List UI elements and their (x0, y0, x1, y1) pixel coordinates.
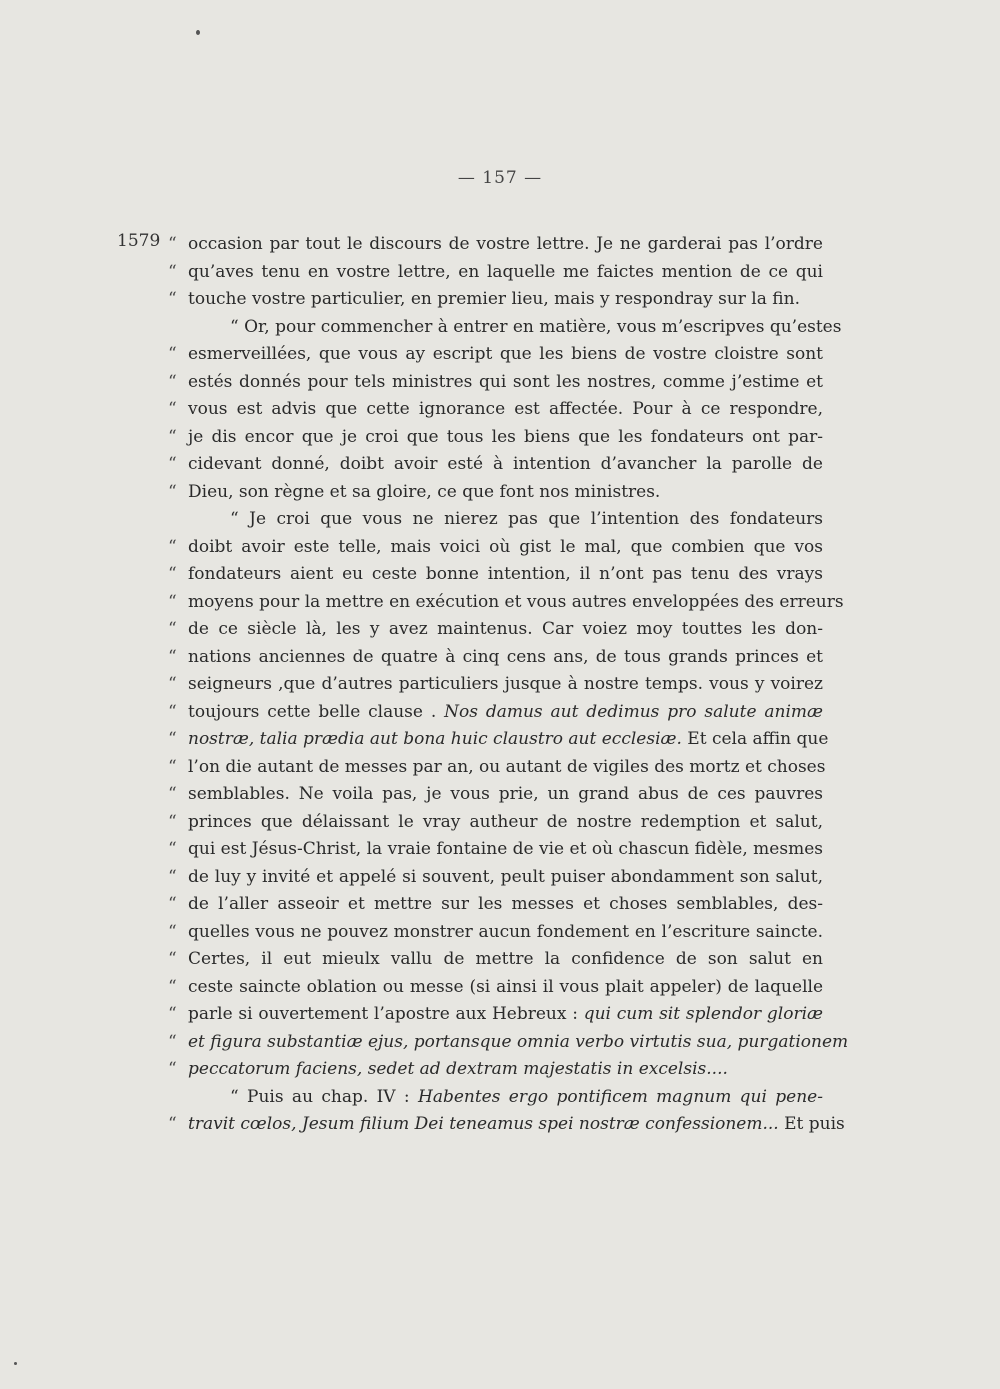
quote-mark: “ (168, 646, 177, 667)
text-line (168, 1111, 845, 1139)
quote-mark: “ (168, 1031, 177, 1052)
line-text: toujours cette belle clause . Nos damus aut dedimus pro salute animæ (188, 701, 823, 722)
quote-mark: “ (168, 536, 177, 557)
page-number: — 157 — (457, 168, 543, 188)
text-line (168, 809, 823, 837)
line-text: nations anciennes de quatre à cinq cens ans, de tous grands princes et (188, 646, 823, 667)
ink-speck (196, 30, 200, 35)
latin-quotation: travit cœlos, Jesum filium Dei teneamus spei nostræ confessionem... (188, 1114, 779, 1134)
quote-mark: “ (168, 894, 177, 914)
line-text: de l’aller asseoir et mettre sur les messes et choses semblables, des- (188, 894, 823, 914)
quote-mark: “ (168, 1059, 177, 1079)
line-text: parle si ouvertement l’apostre aux Hebreux : qui cum sit splendor gloriæ (188, 1004, 823, 1024)
quote-mark: “ (168, 1114, 177, 1134)
line-text (188, 1056, 823, 1084)
text-line (168, 699, 823, 727)
quote-mark: “ (168, 949, 177, 969)
quote-mark: “ (168, 674, 177, 694)
line-text: cidevant donné, doibt avoir esté à intention d’avancher la parolle de (188, 454, 823, 474)
line-text: quelles vous ne pouvez monstrer aucun fondement en l’escriture saincte. (188, 921, 823, 942)
latin-quotation: nostræ, talia prædia aut bona huic claustro aut ecclesiæ. (188, 729, 682, 749)
quote-mark: “ (168, 811, 177, 832)
line-text: de luy y invité et appelé si souvent, peult puiser abondamment son salut, (188, 866, 823, 887)
text-line (168, 864, 823, 892)
quote-mark: “ (168, 399, 177, 419)
text-line (168, 424, 823, 452)
latin-quotation: qui cum sit splendor gloriæ (583, 1004, 823, 1024)
line-text: Dieu, son règne et sa gloire, ce que font nos ministres. (188, 481, 661, 502)
quote-mark: “ (168, 1004, 177, 1024)
text-line (168, 891, 823, 919)
latin-quotation: Nos damus aut dedimus pro salute animæ (444, 701, 823, 722)
line-text: qu’aves tenu en vostre lettre, en laquelle me faictes mention de ce qui (188, 261, 823, 282)
quote-mark: “ (168, 784, 177, 804)
text-line (168, 259, 823, 287)
line-text: esmerveillées, que vous ay escript que les biens de vostre cloistre sont (188, 344, 823, 364)
text-line (168, 919, 823, 947)
line-text: “ Or, pour commencher à entrer en matière, vous m’escripves qu’estes (230, 316, 842, 337)
text-line (168, 974, 823, 1002)
text-line (168, 479, 823, 507)
text-line (168, 1056, 823, 1084)
text-line (168, 671, 823, 699)
line-text: qui est Jésus-Christ, la vraie fontaine de vie et où chascun fidèle, mesmes (188, 839, 823, 859)
latin-quotation: Habentes ergo pontificem magnum qui pene- (418, 1086, 823, 1107)
quote-mark: “ (168, 234, 177, 254)
line-text: estés donnés pour tels ministres qui sont les nostres, comme j’estime et (188, 371, 823, 392)
line-text: doibt avoir este telle, mais voici où gist le mal, que combien que vos (188, 536, 823, 557)
text-line (168, 616, 823, 644)
quote-mark: “ (168, 481, 177, 502)
text-line (168, 589, 844, 617)
line-text: fondateurs aient eu ceste bonne intention, il n’ont pas tenu des vrays (188, 564, 823, 584)
quote-mark: “ (168, 261, 177, 282)
quote-mark: “ (168, 371, 177, 392)
quote-mark: “ (168, 976, 177, 997)
line-text: “ Puis au chap. IV : Habentes ergo pontificem magnum qui pene- (230, 1086, 823, 1107)
line-text: travit cœlos, Jesum filium Dei teneamus spei nostræ confessionem... Et puis (188, 1114, 845, 1134)
line-text: de ce siècle là, les y avez maintenus. Car voiez moy touttes les don- (188, 619, 823, 639)
text-line (168, 506, 823, 534)
quote-mark: “ (168, 454, 177, 474)
text-line (168, 946, 823, 974)
line-text (188, 1029, 849, 1057)
line-text: vous est advis que cette ignorance est affectée. Pour à ce respondre, (188, 399, 823, 419)
text-line (168, 726, 829, 754)
line-text: moyens pour la mettre en exécution et vous autres enveloppées des erreurs (188, 591, 844, 612)
margin-year: 1579 (117, 231, 161, 251)
line-text: touche vostre particulier, en premier lieu, mais y respondray sur la fin. (188, 289, 800, 309)
line-text: seigneurs ,que d’autres particuliers jusque à nostre temps. vous y voirez (188, 674, 823, 694)
quote-mark: “ (168, 756, 177, 777)
quote-mark: “ (168, 426, 177, 447)
quote-mark: “ (168, 344, 177, 364)
text-line (168, 1001, 823, 1029)
quote-mark: “ (168, 866, 177, 887)
line-text: nostræ, talia prædia aut bona huic claustro aut ecclesiæ. Et cela affin que (188, 729, 829, 749)
ink-speck (14, 1362, 17, 1365)
line-text: ceste saincte oblation ou messe (si ainsi il vous plait appeler) de laquelle (188, 976, 823, 997)
text-line (168, 451, 823, 479)
quote-mark: “ (168, 564, 177, 584)
line-text: “ Je croi que vous ne nierez pas que l’intention des fondateurs (230, 509, 823, 529)
quote-mark: “ (168, 591, 177, 612)
text-line (168, 231, 823, 259)
text-line (168, 644, 823, 672)
text-line (168, 341, 823, 369)
line-text: semblables. Ne voila pas, je vous prie, un grand abus de ces pauvres (188, 784, 823, 804)
quote-mark: “ (168, 619, 177, 639)
text-line (168, 369, 823, 397)
text-line (168, 561, 823, 589)
line-text: l’on die autant de messes par an, ou autant de vigiles des mortz et choses (188, 756, 826, 777)
text-line (168, 1029, 849, 1057)
line-text: princes que délaissant le vray autheur de nostre redemption et salut, (188, 811, 823, 832)
quote-mark: “ (168, 701, 177, 722)
quote-mark: “ (168, 839, 177, 859)
text-line (168, 754, 826, 782)
line-text: occasion par tout le discours de vostre lettre. Je ne garderai pas l’ordre (188, 234, 823, 254)
text-line (168, 836, 823, 864)
text-line (168, 286, 823, 314)
quote-mark: “ (168, 729, 177, 749)
line-text: Certes, il eut mieulx vallu de mettre la confidence de son salut en (188, 949, 823, 969)
latin-quotation: peccatorum faciens, sedet ad dextram majestatis in excelsis.... (188, 1059, 728, 1079)
text-line (168, 314, 842, 342)
text-line (168, 534, 823, 562)
text-line (168, 396, 823, 424)
text-line (168, 781, 823, 809)
body-text (168, 231, 849, 1139)
quote-mark: “ (168, 289, 177, 309)
text-line (168, 1084, 823, 1112)
latin-quotation: et figura substantiæ ejus, portansque omnia verbo virtutis sua, purgationem (188, 1031, 849, 1052)
quote-mark: “ (168, 921, 177, 942)
line-text: je dis encor que je croi que tous les biens que les fondateurs ont par- (188, 426, 823, 447)
